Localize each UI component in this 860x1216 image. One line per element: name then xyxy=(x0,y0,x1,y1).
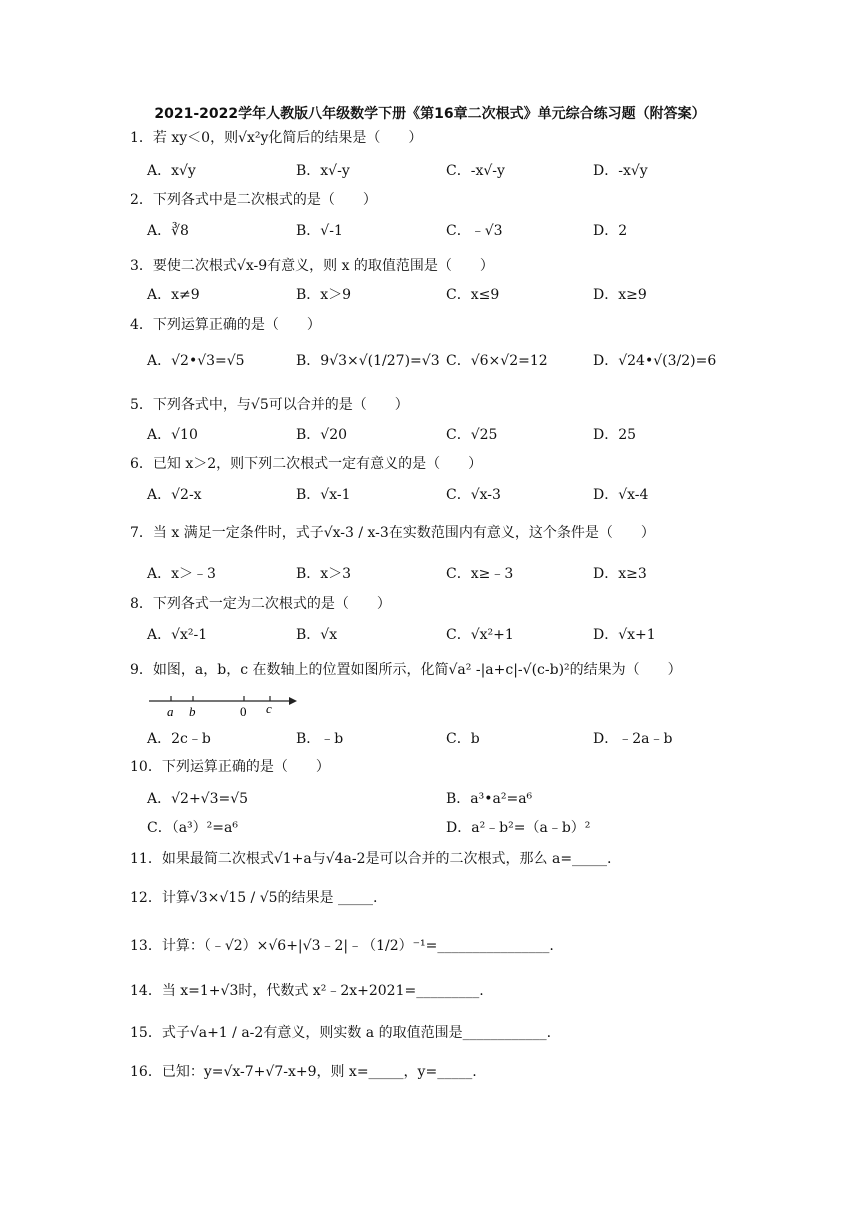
question-5-stem: 5．下列各式中，与√5可以合并的是（ ） xyxy=(130,397,409,413)
label-b: b xyxy=(189,704,196,719)
question-1-stem: 1．若 xy＜0，则√x²y化简后的结果是（ ） xyxy=(130,130,423,146)
question-5-option-c: C．√25 xyxy=(446,427,498,443)
question-4-stem: 4．下列运算正确的是（ ） xyxy=(130,317,321,333)
question-2-option-a: A．∛8 xyxy=(147,223,189,239)
question-3-option-c: C．x≤9 xyxy=(446,287,500,303)
question-3-stem: 3．要使二次根式√x-9有意义，则 x 的取值范围是（ ） xyxy=(130,258,494,274)
question-8-stem: 8．下列各式一定为二次根式的是（ ） xyxy=(130,596,391,612)
question-15: 15．式子√a+1 / a-2有意义，则实数 a 的取值范围是____________. xyxy=(130,1025,552,1041)
question-10-option-a: A．√2+√3=√5 xyxy=(147,791,249,807)
question-9-option-b: B．﹣b xyxy=(296,731,344,747)
question-8-option-c: C．√x²+1 xyxy=(446,627,514,643)
number-line-figure xyxy=(147,692,302,720)
question-7-option-b: B．x＞3 xyxy=(296,566,352,582)
question-9-option-a: A．2c﹣b xyxy=(147,731,211,747)
label-c: c xyxy=(266,701,272,716)
question-6-option-a: A．√2-x xyxy=(147,487,202,503)
question-16: 16．已知：y=√x-7+√7-x+9，则 x=_____，y=_____. xyxy=(130,1064,477,1080)
question-10-option-d: D．a²﹣b²=（a﹣b）² xyxy=(446,820,591,836)
question-7-option-a: A．x＞﹣3 xyxy=(147,566,216,582)
question-2-option-d: D．2 xyxy=(593,223,628,239)
question-10-stem: 10．下列运算正确的是（ ） xyxy=(130,759,330,775)
question-2-option-c: C．﹣√3 xyxy=(446,223,503,239)
question-10-option-c: C．（a³）²=a⁶ xyxy=(147,820,238,836)
question-7-option-d: D．x≥3 xyxy=(593,566,647,582)
question-7-stem: 7．当 x 满足一定条件时，式子√x-3 / x-3在实数范围内有意义，这个条件是（ ） xyxy=(130,525,655,541)
question-7-option-c: C．x≥﹣3 xyxy=(446,566,514,582)
question-2-stem: 2．下列各式中是二次根式的是（ ） xyxy=(130,192,377,208)
question-8-option-b: B．√x xyxy=(296,627,338,643)
question-1-option-a: A．x√y xyxy=(147,163,196,179)
question-2-option-b: B．√-1 xyxy=(296,223,343,239)
question-3-option-b: B．x＞9 xyxy=(296,287,352,303)
question-3-option-d: D．x≥9 xyxy=(593,287,647,303)
question-4-option-b: B．9√3×√(1/27)=√3 xyxy=(296,353,440,369)
question-14: 14．当 x=1+√3时，代数式 x²﹣2x+2021=_________. xyxy=(130,983,484,999)
question-8-option-d: D．√x+1 xyxy=(593,627,656,643)
number-line-arrow-icon xyxy=(289,697,297,705)
question-5-option-a: A．√10 xyxy=(147,427,198,443)
question-4-option-d: D．√24•√(3/2)=6 xyxy=(593,353,717,369)
label-zero: 0 xyxy=(240,704,247,719)
question-8-option-a: A．√x²-1 xyxy=(147,627,208,643)
question-11: 11．如果最简二次根式√1+a与√4a-2是可以合并的二次根式，那么 a=_____. xyxy=(130,851,612,867)
question-6-option-b: B．√x-1 xyxy=(296,487,351,503)
question-3-option-a: A．x≠9 xyxy=(147,287,200,303)
page-title: 2021-2022学年人教版八年级数学下册《第16章二次根式》单元综合练习题（附答案） xyxy=(154,106,706,122)
question-4-option-a: A．√2•√3=√5 xyxy=(147,353,245,369)
question-9-stem: 9．如图，a，b，c 在数轴上的位置如图所示，化简√a² -|a+c|-√(c-b)²的结果为（ ） xyxy=(130,662,682,678)
question-6-option-d: D．√x-4 xyxy=(593,487,649,503)
question-1-option-b: B．x√-y xyxy=(296,163,350,179)
question-9-option-c: C．b xyxy=(446,731,480,747)
question-12: 12．计算√3×√15 / √5的结果是 _____. xyxy=(130,890,378,906)
question-1-option-d: D．-x√y xyxy=(593,163,648,179)
question-6-option-c: C．√x-3 xyxy=(446,487,501,503)
question-6-stem: 6．已知 x＞2，则下列二次根式一定有意义的是（ ） xyxy=(130,456,483,472)
question-5-option-b: B．√20 xyxy=(296,427,348,443)
question-4-option-c: C．√6×√2=12 xyxy=(446,353,548,369)
question-5-option-d: D．25 xyxy=(593,427,637,443)
question-13: 13．计算：（﹣√2）×√6+|√3﹣2|﹣（1/2）⁻¹=________________. xyxy=(130,938,554,954)
question-1-option-c: C．-x√-y xyxy=(446,163,505,179)
question-9-option-d: D．﹣2a﹣b xyxy=(593,731,673,747)
question-10-option-b: B．a³•a²=a⁶ xyxy=(446,791,533,807)
label-a: a xyxy=(167,704,174,719)
